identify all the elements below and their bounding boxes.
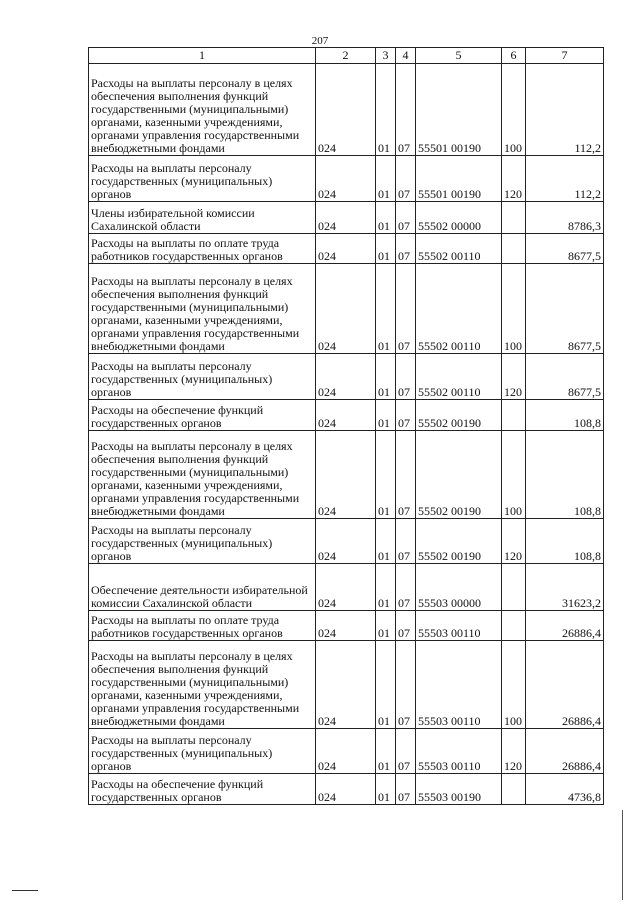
table-row — [89, 519, 604, 564]
row-ministry-code: 024 — [316, 564, 376, 611]
table-row — [89, 729, 604, 774]
row-expense-type: 100 — [502, 264, 526, 354]
row-target-article: 55503 00000 — [416, 564, 502, 611]
row-section: 01 — [376, 354, 396, 400]
row-name: Расходы на выплаты по оплате труда работников государственных органов — [89, 234, 316, 264]
row-amount: 108,8 — [526, 519, 604, 564]
row-subsection: 07 — [396, 400, 416, 431]
row-section: 01 — [376, 641, 396, 729]
row-expense-type — [502, 564, 526, 611]
row-section: 01 — [376, 729, 396, 774]
row-subsection: 07 — [396, 264, 416, 354]
scan-edge-line — [622, 810, 623, 900]
row-expense-type — [502, 611, 526, 641]
budget-table — [88, 47, 604, 805]
row-amount: 4736,8 — [526, 774, 604, 805]
row-target-article: 55503 00110 — [416, 641, 502, 729]
row-expense-type — [502, 202, 526, 234]
row-ministry-code: 024 — [316, 641, 376, 729]
row-expense-type: 120 — [502, 729, 526, 774]
row-name: Расходы на обеспечение функций государственных органов — [89, 400, 316, 431]
row-expense-type: 120 — [502, 519, 526, 564]
row-target-article: 55502 00190 — [416, 431, 502, 519]
row-name: Расходы на выплаты персоналу в целях обеспечения выполнения функций государственными (муниципальными) органами, казенными учреждениями, органами управления государственными внебюджетными фондами — [89, 641, 316, 729]
row-target-article: 55503 00110 — [416, 611, 502, 641]
row-subsection: 07 — [396, 729, 416, 774]
row-expense-type: 120 — [502, 354, 526, 400]
row-target-article: 55501 00190 — [416, 64, 502, 156]
row-expense-type: 100 — [502, 64, 526, 156]
table-row — [89, 774, 604, 805]
header-cell: 1 — [89, 48, 316, 64]
header-cell: 5 — [416, 48, 502, 64]
row-name: Расходы на выплаты персоналу государственных (муниципальных) органов — [89, 519, 316, 564]
row-amount: 108,8 — [526, 431, 604, 519]
table-row — [89, 234, 604, 264]
row-target-article: 55502 00190 — [416, 519, 502, 564]
row-subsection: 07 — [396, 774, 416, 805]
row-ministry-code: 024 — [316, 64, 376, 156]
row-section: 01 — [376, 234, 396, 264]
row-amount: 112,2 — [526, 64, 604, 156]
row-name: Расходы на выплаты по оплате труда работников государственных органов — [89, 611, 316, 641]
row-amount: 8786,3 — [526, 202, 604, 234]
scan-margin-mark — [12, 890, 38, 891]
row-section: 01 — [376, 400, 396, 431]
header-cell: 3 — [376, 48, 396, 64]
row-subsection: 07 — [396, 202, 416, 234]
row-target-article: 55502 00190 — [416, 400, 502, 431]
row-section: 01 — [376, 774, 396, 805]
table-row — [89, 400, 604, 431]
row-name: Расходы на выплаты персоналу государственных (муниципальных) органов — [89, 156, 316, 202]
row-ministry-code: 024 — [316, 354, 376, 400]
row-expense-type: 100 — [502, 641, 526, 729]
row-name: Расходы на выплаты персоналу государственных (муниципальных) органов — [89, 729, 316, 774]
row-amount: 8677,5 — [526, 354, 604, 400]
row-target-article: 55503 00110 — [416, 729, 502, 774]
row-name: Члены избирательной комиссии Сахалинской области — [89, 202, 316, 234]
table-row — [89, 156, 604, 202]
table-row — [89, 611, 604, 641]
row-section: 01 — [376, 431, 396, 519]
row-subsection: 07 — [396, 519, 416, 564]
table-row — [89, 564, 604, 611]
row-name: Расходы на выплаты персоналу в целях обеспечения выполнения функций государственными (муниципальными) органами, казенными учреждениями, органами управления государственными внебюджетными фондами — [89, 264, 316, 354]
row-ministry-code: 024 — [316, 234, 376, 264]
header-row — [89, 48, 604, 64]
row-name: Расходы на обеспечение функций государственных органов — [89, 774, 316, 805]
table-row — [89, 354, 604, 400]
row-amount: 26886,4 — [526, 641, 604, 729]
row-ministry-code: 024 — [316, 156, 376, 202]
row-section: 01 — [376, 264, 396, 354]
row-subsection: 07 — [396, 641, 416, 729]
row-subsection: 07 — [396, 611, 416, 641]
row-subsection: 07 — [396, 156, 416, 202]
row-ministry-code: 024 — [316, 774, 376, 805]
row-section: 01 — [376, 64, 396, 156]
row-ministry-code: 024 — [316, 729, 376, 774]
row-ministry-code: 024 — [316, 519, 376, 564]
row-section: 01 — [376, 156, 396, 202]
row-expense-type — [502, 234, 526, 264]
row-target-article: 55502 00110 — [416, 354, 502, 400]
row-target-article: 55502 00110 — [416, 234, 502, 264]
row-amount: 26886,4 — [526, 611, 604, 641]
row-amount: 8677,5 — [526, 264, 604, 354]
row-subsection: 07 — [396, 431, 416, 519]
row-amount: 26886,4 — [526, 729, 604, 774]
row-expense-type — [502, 774, 526, 805]
row-name: Расходы на выплаты персоналу государственных (муниципальных) органов — [89, 354, 316, 400]
table-row — [89, 64, 604, 156]
row-subsection: 07 — [396, 234, 416, 264]
table-row — [89, 264, 604, 354]
row-amount: 8677,5 — [526, 234, 604, 264]
header-cell: 6 — [502, 48, 526, 64]
row-ministry-code: 024 — [316, 611, 376, 641]
page-number: 207 — [311, 35, 329, 47]
row-subsection: 07 — [396, 64, 416, 156]
row-section: 01 — [376, 202, 396, 234]
header-cell: 4 — [396, 48, 416, 64]
row-name: Расходы на выплаты персоналу в целях обеспечения выполнения функций государственными (муниципальными) органами, казенными учреждениями, органами управления государственными внебюджетными фондами — [89, 431, 316, 519]
row-target-article: 55501 00190 — [416, 156, 502, 202]
row-target-article: 55503 00190 — [416, 774, 502, 805]
row-amount: 31623,2 — [526, 564, 604, 611]
table-row — [89, 202, 604, 234]
row-subsection: 07 — [396, 354, 416, 400]
row-ministry-code: 024 — [316, 202, 376, 234]
row-target-article: 55502 00000 — [416, 202, 502, 234]
row-ministry-code: 024 — [316, 400, 376, 431]
table-row — [89, 641, 604, 729]
row-ministry-code: 024 — [316, 264, 376, 354]
row-target-article: 55502 00110 — [416, 264, 502, 354]
row-name: Расходы на выплаты персоналу в целях обеспечения выполнения функций государственными (муниципальными) органами, казенными учреждениями, органами управления государственными внебюджетными фондами — [89, 64, 316, 156]
header-cell: 7 — [526, 48, 604, 64]
row-ministry-code: 024 — [316, 431, 376, 519]
row-subsection: 07 — [396, 564, 416, 611]
row-expense-type — [502, 400, 526, 431]
row-expense-type: 100 — [502, 431, 526, 519]
table-row — [89, 431, 604, 519]
row-section: 01 — [376, 564, 396, 611]
row-expense-type: 120 — [502, 156, 526, 202]
row-section: 01 — [376, 611, 396, 641]
row-amount: 112,2 — [526, 156, 604, 202]
row-amount: 108,8 — [526, 400, 604, 431]
row-section: 01 — [376, 519, 396, 564]
row-name: Обеспечение деятельности избирательной комиссии Сахалинской области — [89, 564, 316, 611]
header-cell: 2 — [316, 48, 376, 64]
